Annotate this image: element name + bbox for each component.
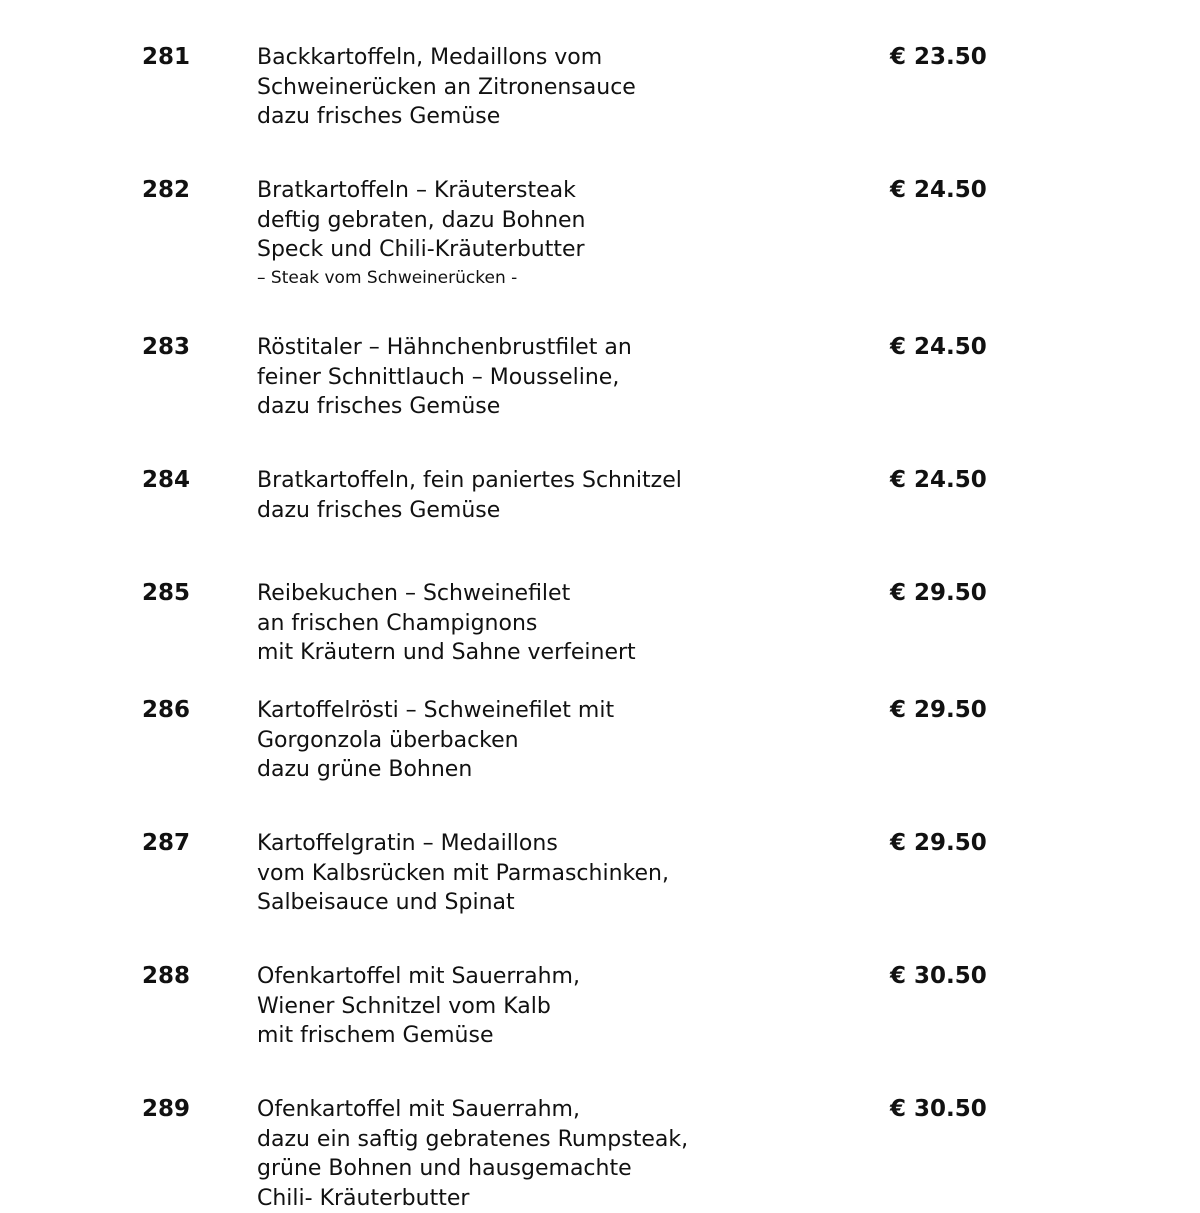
description-line: Backkartoffeln, Medaillons vom [257, 43, 857, 73]
item-description [257, 829, 857, 918]
description-line: mit frischem Gemüse [257, 1021, 857, 1051]
item-description [257, 1095, 857, 1213]
description-line: Wiener Schnitzel vom Kalb [257, 992, 857, 1022]
item-price: € 24.50 [890, 466, 987, 496]
item-price: € 23.50 [890, 43, 987, 73]
description-line: dazu ein saftig gebratenes Rumpsteak, [257, 1125, 857, 1155]
description-note: – Steak vom Schweinerücken - [257, 267, 857, 289]
item-number: 287 [142, 829, 190, 859]
description-line: grüne Bohnen und hausgemachte [257, 1154, 857, 1184]
item-description [257, 333, 857, 422]
item-price: € 29.50 [890, 696, 987, 726]
description-line: Röstitaler – Hähnchenbrustfilet an [257, 333, 857, 363]
description-line: Speck und Chili-Kräuterbutter [257, 235, 857, 265]
description-line: Ofenkartoffel mit Sauerrahm, [257, 1095, 857, 1125]
item-price: € 24.50 [890, 176, 987, 206]
description-line: Kartoffelgratin – Medaillons [257, 829, 857, 859]
description-line: Gorgonzola überbacken [257, 726, 857, 756]
item-number: 281 [142, 43, 190, 73]
description-line: Bratkartoffeln – Kräutersteak [257, 176, 857, 206]
description-line: Chili- Kräuterbutter [257, 1184, 857, 1213]
item-description [257, 962, 857, 1051]
item-price: € 30.50 [890, 1095, 987, 1125]
item-description [257, 43, 857, 132]
item-description [257, 696, 857, 785]
item-price: € 24.50 [890, 333, 987, 363]
description-line: dazu frisches Gemüse [257, 496, 857, 526]
description-line: Kartoffelrösti – Schweinefilet mit [257, 696, 857, 726]
item-description [257, 176, 857, 289]
item-number: 285 [142, 579, 190, 609]
description-line: an frischen Champignons [257, 609, 857, 639]
description-line: vom Kalbsrücken mit Parmaschinken, [257, 859, 857, 889]
item-number: 282 [142, 176, 190, 206]
item-number: 283 [142, 333, 190, 363]
item-price: € 30.50 [890, 962, 987, 992]
description-line: feiner Schnittlauch – Mousseline, [257, 363, 857, 393]
description-line: Salbeisauce und Spinat [257, 888, 857, 918]
description-line: Ofenkartoffel mit Sauerrahm, [257, 962, 857, 992]
item-number: 289 [142, 1095, 190, 1125]
item-price: € 29.50 [890, 579, 987, 609]
item-number: 286 [142, 696, 190, 726]
description-line: Reibekuchen – Schweinefilet [257, 579, 857, 609]
description-line: Schweinerücken an Zitronensauce [257, 73, 857, 103]
item-number: 288 [142, 962, 190, 992]
item-description [257, 579, 857, 668]
description-line: dazu grüne Bohnen [257, 755, 857, 785]
description-line: mit Kräutern und Sahne verfeinert [257, 638, 857, 668]
item-number: 284 [142, 466, 190, 496]
description-line: deftig gebraten, dazu Bohnen [257, 206, 857, 236]
description-line: dazu frisches Gemüse [257, 392, 857, 422]
description-line: dazu frisches Gemüse [257, 102, 857, 132]
item-price: € 29.50 [890, 829, 987, 859]
description-line: Bratkartoffeln, fein paniertes Schnitzel [257, 466, 857, 496]
item-description [257, 466, 857, 525]
